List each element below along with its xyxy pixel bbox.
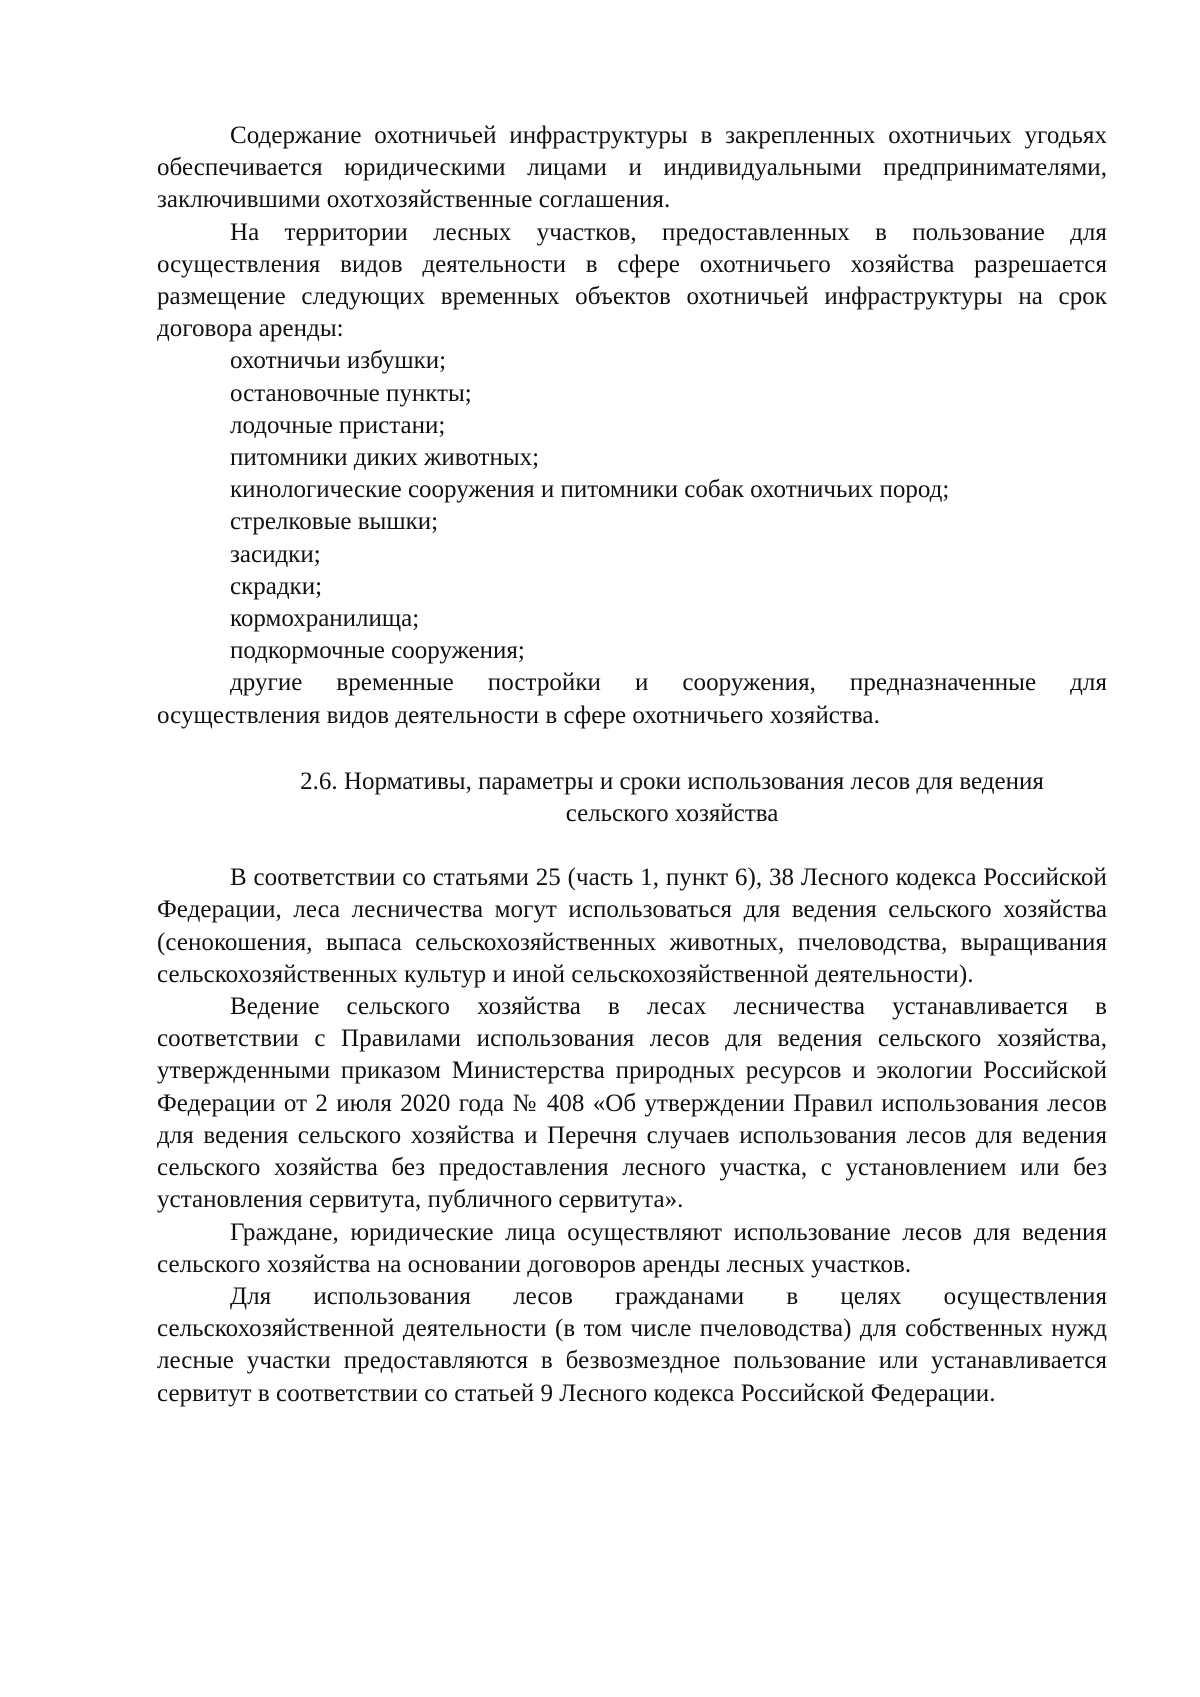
list-item: скрадки; <box>230 572 323 600</box>
intro-paragraph-infrastructure-maintenance: Содержание охотничьей инфраструктуры в закрепленных охотничьих угодьях обеспечивается юридическими лицами и индивидуальными предпринимателями, заключившими охотхозяйственные соглашения. <box>157 122 1107 214</box>
list-item: остановочные пункты; <box>230 379 472 407</box>
section-paragraph-legal-basis: В соответствии со статьями 25 (часть 1, пункт 6), 38 Лесного кодекса Российской Федерации, леса лесничества могут использоваться для ведения сельского хозяйства (сенокошения, выпаса сельскохозяйственных животных, пчеловодства, выращивания сельскохозяйственных культур и иной сельскохозяйственной деятельности). <box>157 864 1107 988</box>
section-heading-line2: сельского хозяйства <box>565 800 779 828</box>
section-heading-line1: 2.6. Нормативы, параметры и сроки использования лесов для ведения <box>300 767 1044 795</box>
list-item: лодочные пристани; <box>230 411 446 439</box>
intro-paragraph-allowed-objects: На территории лесных участков, предоставленных в пользование для осуществления видов деятельности в сфере охотничьего хозяйства разрешается размещение следующих временных объектов охотничьей инфраструктуры на срок договора аренды: <box>157 218 1107 343</box>
list-last-item-line1: другие временные постройки и сооружения, предназначенные для <box>230 669 1107 697</box>
section-heading <box>157 732 1107 862</box>
list-item: кинологические сооружения и питомники собак охотничьих пород; <box>230 476 950 504</box>
list-item: засидки; <box>230 540 321 568</box>
infrastructure-list <box>157 345 1107 667</box>
list-item: питомники диких животных; <box>230 444 540 472</box>
list-item: подкормочные сооружения; <box>230 637 525 665</box>
list-item: охотничьи избушки; <box>230 347 447 375</box>
section-paragraph-rules: Ведение сельского хозяйства в лесах лесничества устанавливается в соответствии с Правилами использования лесов для ведения сельского хозяйства, утвержденными приказом Министерства природных ресурсов и экологии Российской Федерации от 2 июля 2020 года № 408 «Об утверждении Правил использования лесов для ведения сельского хозяйства и Перечня случаев использования лесов для ведения сельского хозяйства без предоставления лесного участка, с установлением или без установления сервитута, публичного сервитута». <box>157 993 1107 1214</box>
page-content <box>157 120 1107 1410</box>
list-item: кормохранилища; <box>230 605 420 633</box>
list-item: стрелковые вышки; <box>230 508 439 536</box>
section-paragraph-free-use: Для использования лесов гражданами в целях осуществления сельскохозяйственной деятельности (в том числе пчеловодства) для собственных нужд лесные участки предоставляются в безвозмездное пользование или устанавливается сервитут в соответствии со статьей 9 Лесного кодекса Российской Федерации. <box>157 1282 1107 1407</box>
list-last-item-line2: осуществления видов деятельности в сфере охотничьего хозяйства. <box>157 701 880 729</box>
section-paragraph-lease: Граждане, юридические лица осуществляют использование лесов для ведения сельского хозяйства на основании договоров аренды лесных участков. <box>157 1218 1107 1278</box>
